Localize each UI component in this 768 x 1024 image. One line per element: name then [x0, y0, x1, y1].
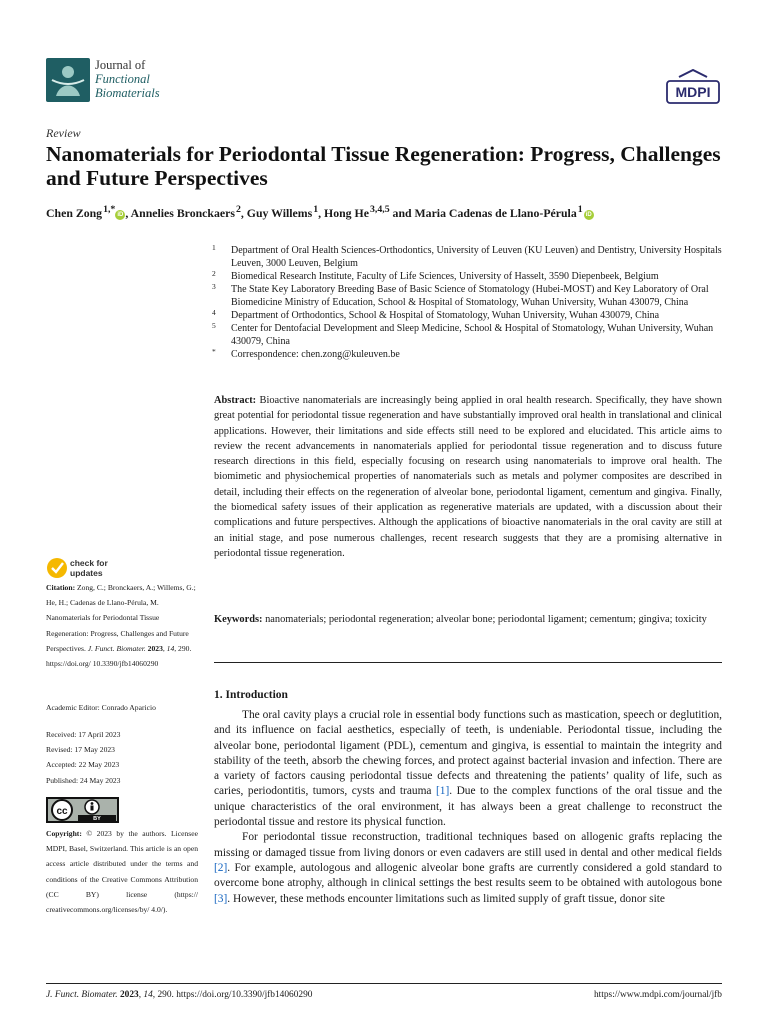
- author-name[interactable]: Annelies Bronckaers: [130, 205, 235, 220]
- cc-by-label: BY: [93, 816, 101, 822]
- affiliation-text: Department of Oral Health Sciences-Orthodontics, University of Leuven (KU Leuven) and Dentistry, University Hospitals Leuven, 3000 Leuven, Belgium: [231, 245, 722, 269]
- affiliation-item: [212, 348, 732, 361]
- author-list: Chen Zong $^{1,*}$ iD , Annelies Bronckaers $^2$, Guy Willems $^1$, Hong He $^{3,4,5}$ and Maria Cadenas de Llano-Pérula $^1$ iD: [46, 204, 592, 220]
- footer-divider: [46, 983, 722, 984]
- keywords: [214, 612, 722, 627]
- footer-volume: 14: [143, 990, 153, 1000]
- citation-block: Citation: Zong, C.; Bronckaers, A.; Willems, G.; He, H.; Cadenas de Llano-Pérula, M. Nanomaterials for Periodontal Tissue Regeneration: Progress, Challenges and Future Perspectives. J. Funct. Biomater. 2023, 14, 290. https://doi.org/ 10.3390/jfb14060290: [46, 583, 196, 669]
- reference-link[interactable]: [2]: [214, 861, 228, 874]
- affiliation-text: Biomedical Research Institute, Faculty of Life Sciences, University of Hasselt, 3590 Diepenbeek, Belgium: [231, 271, 659, 282]
- check-icon: [47, 558, 67, 578]
- copyright-text: © 2023 by the authors. Licensee MDPI, Basel, Switzerland. This article is an open access article distributed under the terms and conditions of the Creative Commons Attribution (CC BY) license (https:// creativecommons.org/licenses/by/ 4.0/).: [46, 829, 198, 915]
- paragraph-text: The oral cavity plays a crucial role in essential body functions such as mastication, speech or deglutition, and its influence on facial aesthetics, especially of teeth, is undeniable. Periodontal tissue, including the alveolar bone, periodontal ligament (PDL), cementum and gingiva, is essential to maintain the integrity and stability of the teeth, absorb the chewing forces, and protect against bacterial invasion and infection. There are a variety of factors causing periodontal tissue defects and threatening the patients’ quality of life, such as caries, periodontitis, tumors, cysts and trauma: [214, 709, 722, 798]
- mdpi-logo-text: MDPI: [675, 84, 711, 100]
- citation-year: 2023: [147, 643, 163, 653]
- reference-link[interactable]: [3]: [214, 892, 228, 905]
- affiliation-number: 5: [212, 321, 216, 330]
- divider: [214, 662, 722, 663]
- check-line2: updates: [70, 568, 103, 578]
- journal-name: [95, 58, 160, 100]
- footer-citation: J. Funct. Biomater. 2023, 14, 290. https://doi.org/10.3390/jfb14060290: [46, 990, 313, 1000]
- copyright-block: [46, 826, 198, 917]
- journal-name-line2: Functional: [95, 72, 150, 86]
- correspondence-text[interactable]: Correspondence: chen.zong@kuleuven.be: [231, 349, 400, 360]
- date-accepted: Accepted: 22 May 2023: [46, 760, 120, 770]
- author-name[interactable]: Hong He: [324, 205, 369, 220]
- paragraph: [214, 830, 722, 906]
- cc-by-license-icon[interactable]: [46, 797, 119, 823]
- citation-volume: 14: [166, 643, 175, 653]
- journal-logo-icon: [46, 58, 90, 102]
- affiliation-number: *: [212, 347, 216, 356]
- paragraph-text: For periodontal tissue reconstruction, traditional techniques based on allogenic grafts replacing the missing or damaged tissue from living donors or even cadavers are still used in dental and other medical fields: [214, 831, 722, 859]
- citation-journal: J. Funct. Biomater.: [87, 643, 146, 653]
- mdpi-logo-icon: [665, 69, 721, 105]
- author-name[interactable]: Maria Cadenas de Llano-Pérula: [414, 205, 577, 220]
- citation-label: Citation:: [46, 583, 76, 592]
- svg-text:cc: cc: [56, 806, 68, 817]
- body-text: [214, 708, 722, 907]
- affiliation-item: [212, 322, 732, 348]
- paragraph-text: . Due to the complex functions of the oral tissue and the unique characteristics of the oral environment, it has always been a great challenge to reconstruct the periodontal tissue and restore its physical function.: [214, 785, 722, 829]
- affiliation-text: Department of Orthodontics, School & Hospital of Stomatology, Wuhan University, Wuhan 430079, China: [231, 310, 660, 321]
- copyright-label: Copyright:: [46, 829, 82, 838]
- check-line1: check for: [70, 558, 108, 568]
- affiliation-item: [212, 244, 732, 270]
- abstract-label: Abstract:: [214, 395, 257, 406]
- author-affil: 3,4,5: [369, 204, 390, 215]
- journal-name-line1: Journal of: [95, 58, 146, 72]
- paragraph-text: . However, these methods encounter limitations such as limited supply of graft tissue, donor site: [227, 892, 665, 905]
- academic-editor: Academic Editor: Conrado Aparicio: [46, 703, 156, 712]
- affiliation-text: The State Key Laboratory Breeding Base of Basic Science of Stomatology (Hubei-MOST) and Key Laboratory of Oral Biomedicine Ministry of Education, School & Hospital of Stomatology, Wuhan University, Wuhan 430079, China: [231, 284, 709, 308]
- footer-journal-url[interactable]: https://www.mdpi.com/journal/jfb: [593, 990, 722, 1000]
- affiliation-number: 3: [212, 282, 216, 291]
- footer-journal: J. Funct. Biomater.: [46, 990, 118, 1000]
- citation-text: Zong, C.; Bronckaers, A.; Willems, G.; He, H.; Cadenas de Llano-Pérula, M. Nanomaterials for Periodontal Tissue Regeneration: Progress, Challenges and Future Perspectives.: [46, 583, 196, 653]
- affiliation-item: [212, 270, 732, 283]
- author-affil: 2: [235, 204, 241, 215]
- keywords-text: nanomaterials; periodontal regeneration; alveolar bone; periodontal ligament; cementum; gingiva; toxicity: [265, 614, 707, 625]
- footer-doi[interactable]: , 290. https://doi.org/10.3390/jfb14060290: [152, 990, 313, 1000]
- check-for-updates-badge[interactable]: [46, 556, 166, 580]
- author-affil: 1: [577, 204, 583, 215]
- paragraph-text: . For example, autologous and allogenic alveolar bone grafts are currently considered a gold standard to overcome bone atrophy, although in clinical settings the best results seem to be obtained with autologous bone: [214, 861, 722, 890]
- affiliation-number: 1: [212, 243, 216, 252]
- abstract: [214, 393, 722, 561]
- author-name[interactable]: Chen Zong: [46, 205, 103, 220]
- orcid-icon[interactable]: iD: [585, 211, 592, 218]
- paragraph: [214, 708, 722, 830]
- date-received: Received: 17 April 2023: [46, 730, 121, 739]
- author-affil: 1: [313, 204, 319, 215]
- author-name[interactable]: Guy Willems: [246, 205, 313, 220]
- citation-doi[interactable]: , 290. https://doi.org/ 10.3390/jfb14060290: [46, 643, 192, 669]
- date-published: Published: 24 May 2023: [46, 775, 121, 785]
- footer-year: 2023: [119, 990, 139, 1000]
- affiliation-text: Center for Dentofacial Development and Sleep Medicine, School & Hospital of Stomatology, Wuhan University, Wuhan 430079, China: [231, 323, 714, 347]
- author-affil: 1,*: [103, 204, 116, 215]
- article-type: Review: [46, 126, 81, 140]
- article-title: Nanomaterials for Periodontal Tissue Regeneration: Progress, Challenges and Future Perspectives: [46, 142, 721, 190]
- affiliation-item: [212, 283, 732, 309]
- reference-link[interactable]: [1]: [435, 785, 450, 798]
- affiliation-number: 4: [212, 308, 216, 317]
- affiliation-item: [212, 309, 732, 322]
- dates-block: [46, 727, 120, 788]
- journal-name-line3: Biomaterials: [95, 86, 160, 100]
- section-heading: 1. Introduction: [214, 689, 288, 701]
- orcid-icon[interactable]: iD: [117, 211, 124, 218]
- affiliation-number: 2: [212, 269, 216, 278]
- affiliation-list: [212, 244, 732, 361]
- keywords-label: Keywords:: [214, 614, 263, 625]
- date-revised: Revised: 17 May 2023: [46, 745, 115, 755]
- abstract-text: Bioactive nanomaterials are increasingly being applied in oral health research. Specifically, they have shown great potential for periodontal tissue regeneration and have substantially improved oral health in translational and clinical applications. However, their limitations and side effects still need to be explored and elucidated. This article aims to review the recent advancements in nanomaterials applied for periodontal tissue regeneration and to discuss future research directions in this field, especially focusing on research using nanomaterials to improve oral health. The biomimetic and physiochemical properties of nanomaterials such as metals and polymer composites are described in detail, including their effects on the regeneration of alveolar bone, periodontal ligament, cementum and gingiva. Finally, the biomedical safety issues of their application as regenerative materials are updated, with a discussion about their complications and future perspectives. Although the applications of bioactive nanomaterials in the oral cavity are still at an initial stage, and pose numerous challenges, recent research suggests that they are a promising alternative in periodontal tissue regeneration.: [214, 395, 722, 559]
